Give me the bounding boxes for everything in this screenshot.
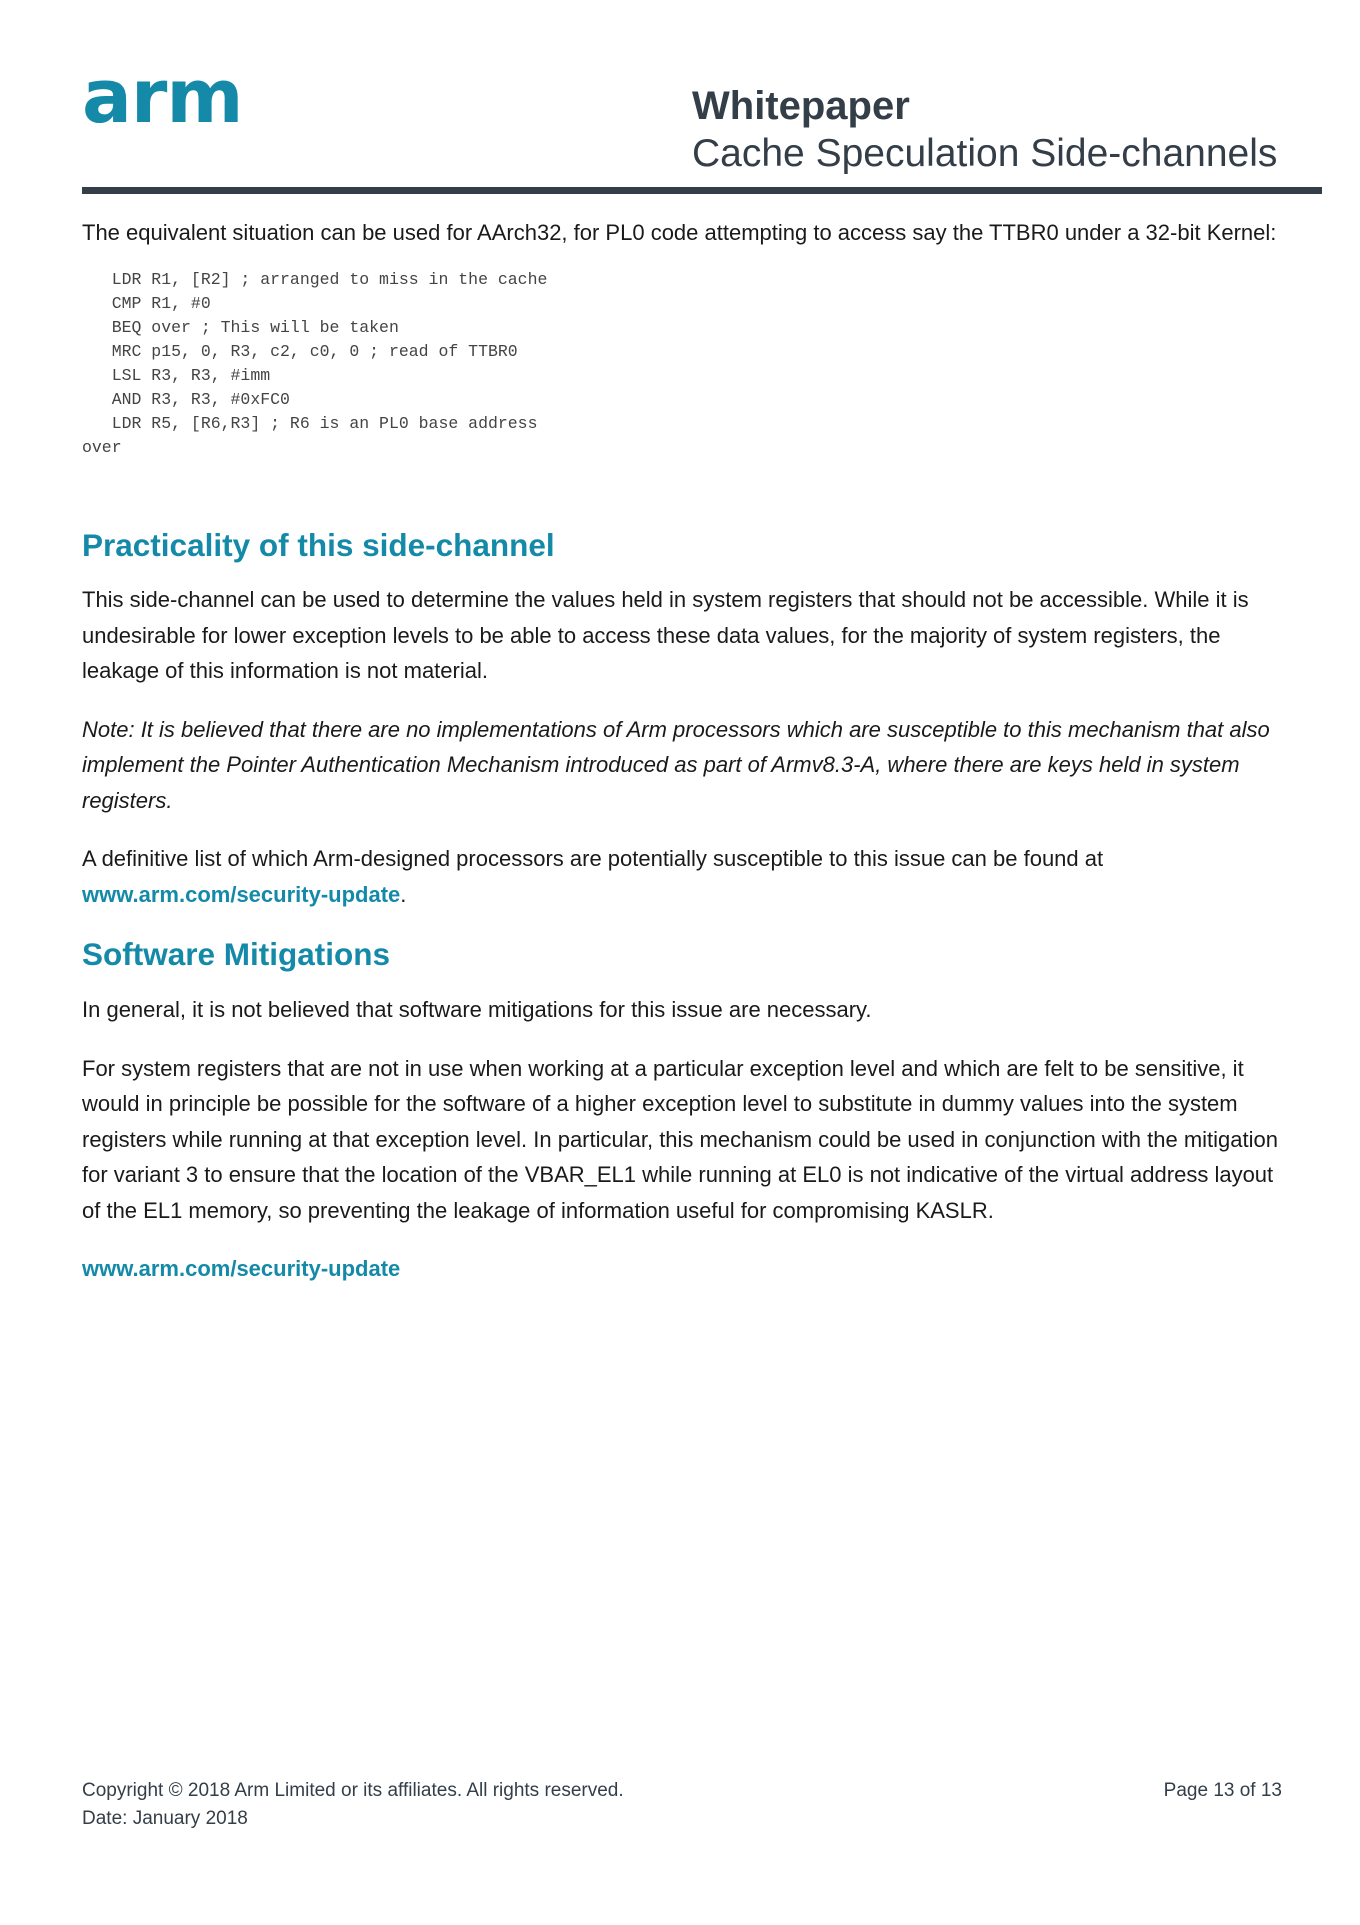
section-heading-software-mitigations: Software Mitigations	[82, 936, 391, 973]
header-title: Whitepaper	[692, 84, 910, 128]
mitigations-detail-paragraph: For system registers that are not in use when working at a particular exception level and which are felt to be sensitive, it would in principle be possible for the software of a higher exception level to substitute in dummy values into the system registers while running at that exception level. In particular, this mechanism could be used in conjunction with the mitigation for variant 3 to ensure that the location of the VBAR_EL1 while running at EL0 is not indicative of the virtual address layout of the EL1 memory, so preventing the leakage of information useful for compromising KASLR.	[82, 1055, 1278, 1223]
footer-page-number: Page 13 of 13	[1163, 1780, 1282, 1801]
code-block: LDR R1, [R2] ; arranged to miss in the cache CMP R1, #0 BEQ over ; This will be taken MRC p15, 0, R3, c2, c0, 0 ; read of TTBR0 LSL R3, R3, #imm AND R3, R3, #0xFC0 LDR R5, [R6,R3] ; R6 is an PL0 base address over	[82, 269, 548, 457]
security-update-link[interactable]: www.arm.com/security-update	[82, 881, 401, 907]
susceptible-list-text: A definitive list of which Arm-designed processors are potentially susceptible to this issue can be found at	[82, 846, 1104, 872]
header-subtitle: Cache Speculation Side-channels	[692, 132, 1278, 175]
period: .	[400, 881, 407, 907]
practicality-paragraph: This side-channel can be used to determine the values held in system registers that should not be accessible. While it is undesirable for lower exception levels to be able to access these data values, for the majority of system registers, the leakage of this information is not material.	[82, 587, 1249, 684]
intro-paragraph: The equivalent situation can be used for AArch32, for PL0 code attempting to access say the TTBR0 under a 32-bit Kernel:	[82, 220, 1277, 245]
footer-date: Date: January 2018	[82, 1808, 248, 1829]
susceptible-list-paragraph	[82, 841, 1282, 912]
section-heading-practicality: Practicality of this side-channel	[82, 526, 555, 563]
page-footer	[82, 1777, 1282, 1833]
security-update-link-paragraph	[82, 1251, 1282, 1287]
footer-copyright: Copyright © 2018 Arm Limited or its affiliates. All rights reserved.	[82, 1780, 624, 1801]
page-content	[82, 215, 1282, 1287]
header-divider	[82, 187, 1322, 194]
note-paragraph: Note: It is believed that there are no implementations of Arm processors which are susceptible to this mechanism that also implement the Pointer Authentication Mechanism introduced as part of Armv8.3-A, where there are keys held in system registers.	[82, 716, 1270, 813]
arm-logo: arm	[82, 54, 243, 140]
mitigations-intro-paragraph: In general, it is not believed that software mitigations for this issue are necessary.	[82, 997, 872, 1023]
security-update-link-bottom[interactable]: www.arm.com/security-update	[82, 1256, 401, 1282]
